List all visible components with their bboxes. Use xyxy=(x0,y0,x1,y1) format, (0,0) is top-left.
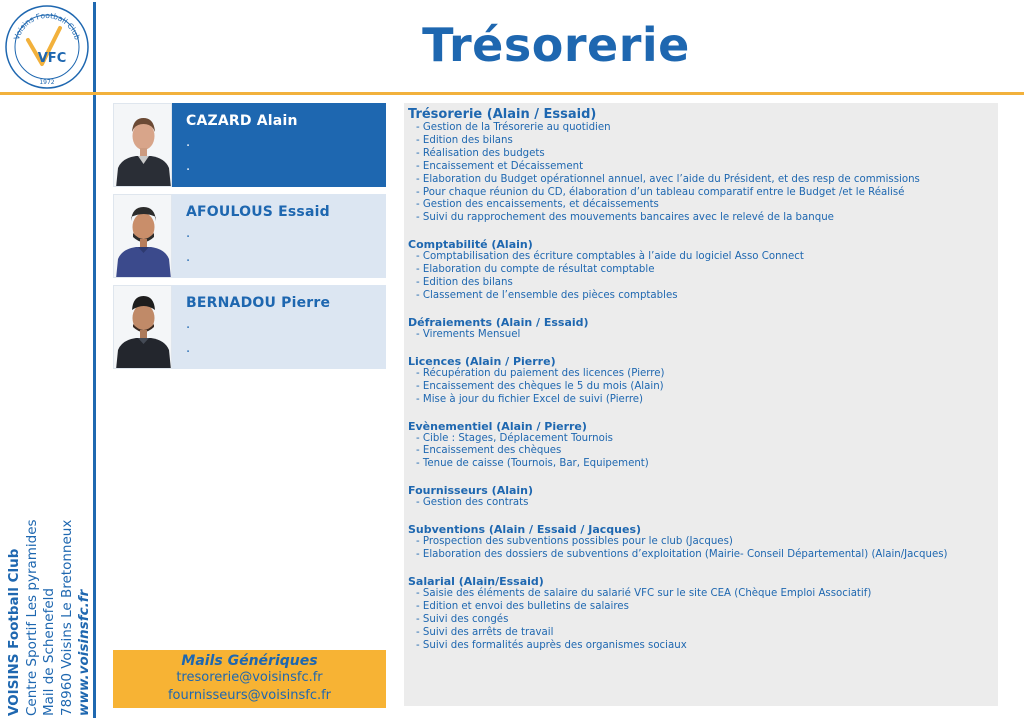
person-card-afoulous xyxy=(113,194,386,278)
club-logo xyxy=(4,4,90,90)
person-name: CAZARD Alain xyxy=(186,113,298,129)
section-item: - Suivi du rapprochement des mouvements bancaires avec le relevé de la banque xyxy=(416,212,834,224)
section-title: Comptabilité (Alain) xyxy=(408,238,533,252)
responsibilities-panel xyxy=(404,103,998,706)
generic-mails-box xyxy=(113,650,386,708)
section-title: Subventions (Alain / Essaid / Jacques) xyxy=(408,523,642,537)
club-address xyxy=(6,516,92,716)
page-title: Trésorerie xyxy=(422,18,690,72)
person-detail-1: . xyxy=(186,317,191,332)
person-photo xyxy=(113,103,172,187)
mails-title: Mails Génériques xyxy=(181,653,318,669)
section-item: - Mise à jour du fichier Excel de suivi (Pierre) xyxy=(416,393,644,405)
section-item: - Edition des bilans xyxy=(416,134,513,146)
person-name: AFOULOUS Essaid xyxy=(186,204,330,220)
section-item: - Cible : Stages, Déplacement Tournois xyxy=(416,432,613,444)
section-item: - Elaboration du compte de résultat comptable xyxy=(416,264,655,276)
email-fournisseurs[interactable]: fournisseurs@voisinsfc.fr xyxy=(167,688,332,703)
section-title: Fournisseurs (Alain) xyxy=(408,484,534,498)
person-name: BERNADOU Pierre xyxy=(186,295,331,311)
section-item: - Réalisation des budgets xyxy=(416,147,545,159)
person-card-cazard xyxy=(113,103,386,187)
club-name: VOISINS Football Club xyxy=(6,548,22,716)
person-card-bernadou xyxy=(113,285,386,369)
section-item: - Gestion des contrats xyxy=(416,497,529,509)
person-photo xyxy=(113,285,172,369)
person-photo xyxy=(113,194,172,278)
section-item: - Prospection des subventions possibles pour le club (Jacques) xyxy=(416,536,733,548)
section-item: - Classement de l’ensemble des pièces comptables xyxy=(416,289,678,301)
svg-text:Voisins Football Club: Voisins Football Club xyxy=(12,10,82,41)
section-item: - Encaissement des chèques xyxy=(416,445,562,457)
section-item: - Récupération du paiement des licences (Pierre) xyxy=(416,367,665,379)
section-item: - Edition des bilans xyxy=(416,277,513,289)
email-tresorerie[interactable]: tresorerie@voisinsfc.fr xyxy=(176,670,323,685)
address-line-3: 78960 Voisins Le Bretonneux xyxy=(58,519,75,716)
section-title: Défraiements (Alain / Essaid) xyxy=(408,315,589,329)
address-line-2: Mail de Schenefeld xyxy=(41,588,57,716)
section-item: - Elaboration du Budget opérationnel annuel, avec l’aide du Président, et des resp de commissions xyxy=(416,173,920,185)
section-title: Evènementiel (Alain / Pierre) xyxy=(408,419,587,433)
section-item: - Encaissement et Décaissement xyxy=(416,160,584,172)
section-item: - Gestion de la Trésorerie au quotidien xyxy=(416,122,611,133)
section-item: - Elaboration des dossiers de subventions d’exploitation (Mairie- Conseil Départemental) (Alain/Jacques) xyxy=(416,549,948,561)
section-item: - Suivi des formalités auprès des organismes sociaux xyxy=(416,639,687,651)
section-item: - Virements Mensuel xyxy=(416,328,521,340)
person-detail-2: . xyxy=(186,159,191,174)
svg-text:VFC: VFC xyxy=(37,51,67,66)
website-link[interactable]: www.voisinsfc.fr xyxy=(76,589,92,716)
section-item: - Edition et envoi des bulletins de salaires xyxy=(416,600,629,612)
section-item: - Comptabilisation des écriture comptables à l’aide du logiciel Asso Connect xyxy=(416,251,804,263)
address-line-1: Centre Sportif Les pyramides xyxy=(23,519,40,716)
section-item: - Encaissement des chèques le 5 du mois (Alain) xyxy=(416,380,664,392)
person-detail-1: . xyxy=(186,226,191,241)
section-title: Trésorerie (Alain / Essaid) xyxy=(408,107,597,122)
section-item: - Suivi des congés xyxy=(416,613,509,625)
section-item: - Pour chaque réunion du CD, élaboration d’un tableau comparatif entre le Budget /et le Réalisé xyxy=(416,186,905,198)
section-item: - Gestion des encaissements, et décaissements xyxy=(416,199,659,211)
section-item: - Tenue de caisse (Tournois, Bar, Equipement) xyxy=(416,458,649,470)
section-item: - Saisie des éléments de salaire du salarié VFC sur le site CEA (Chèque Emploi Associatif) xyxy=(416,587,872,599)
person-detail-2: . xyxy=(186,250,191,265)
section-title: Salarial (Alain/Essaid) xyxy=(408,574,544,588)
person-detail-2: . xyxy=(186,341,191,356)
svg-text:1972: 1972 xyxy=(39,79,55,86)
header-divider xyxy=(0,92,1024,95)
section-title: Licences (Alain / Pierre) xyxy=(408,354,556,368)
section-item: - Suivi des arrêts de travail xyxy=(416,626,554,638)
person-detail-1: . xyxy=(186,135,191,150)
